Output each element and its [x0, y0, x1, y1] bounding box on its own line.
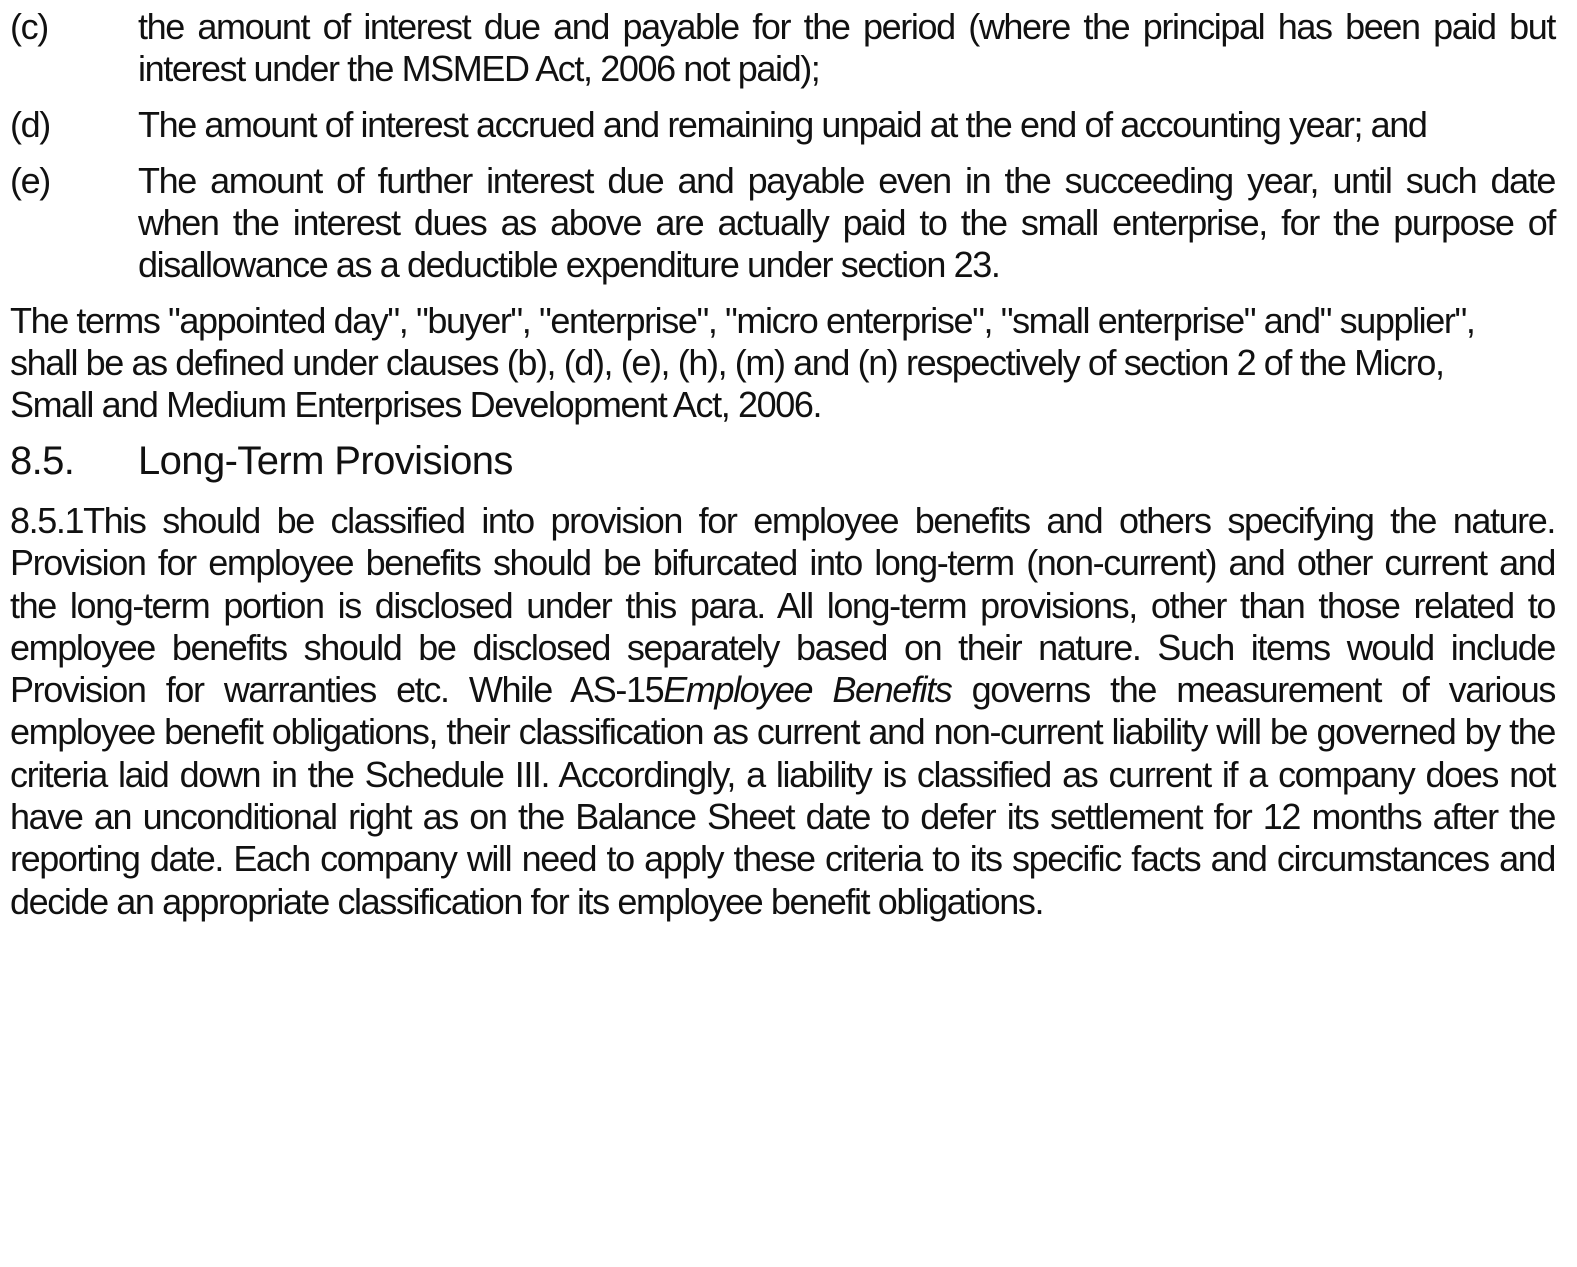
list-item-label: (d) — [10, 104, 50, 145]
section-title: Long-Term Provisions — [138, 439, 513, 483]
subsection-number: 8.5.1 — [10, 500, 84, 541]
list-item-text: The amount of interest accrued and remaining unpaid at the end of accounting year; and — [138, 104, 1427, 145]
list-item — [10, 160, 1555, 286]
section-heading — [10, 436, 1555, 486]
list-item-label: (c) — [10, 6, 48, 47]
list-item — [10, 6, 1555, 90]
subsection-text-part-1: This should be classified into provision for employee benefits and others specifying the nature. Provision for employee benefits should be bifurcated into long-term (non-current) and other current and the long-term portion is disclosed under this para. All long-term provisions, other than those related to employee benefits should be disclosed separately based on their nature. Such items would include Provision for warranties etc. While AS-15 — [10, 500, 1555, 711]
definitions-paragraph: The terms "appointed day", "buyer", "enterprise", "micro enterprise", "small enterprise" and" supplier", shall be as defined under clauses (b), (d), (e), (h), (m) and (n) respectively of section 2 of the Micro, Small and Medium Enterprises Development Act, 2006. — [10, 300, 1475, 425]
document-page — [10, 6, 1555, 923]
list-item — [10, 104, 1555, 146]
section-number: 8.5. — [10, 439, 75, 483]
subsection-text-part-2: governs the measurement of various employee benefit obligations, their classification as current and non-current liability will be governed by the criteria laid down in the Schedule III. Accordingly, a liability is classified as current if a company does not have an unconditional right as on the Balance Sheet date to defer its settlement for 12 months after the reporting date. Each company will need to apply these criteria to its specific facts and circumstances and decide an appropriate classification for its employee benefit obligations. — [10, 669, 1555, 922]
list-item-text: The amount of further interest due and payable even in the succeeding year, until such date when the interest dues as above are actually paid to the small enterprise, for the purpose of disallowance as a deductible expenditure under section 23. — [138, 160, 1555, 285]
list-item-label: (e) — [10, 160, 50, 201]
standard-title: Employee Benefits — [663, 669, 952, 711]
subsection-paragraph — [10, 500, 1555, 923]
list-item-text: the amount of interest due and payable for the period (where the principal has been paid but interest under the MSMED Act, 2006 not paid); — [138, 6, 1555, 89]
